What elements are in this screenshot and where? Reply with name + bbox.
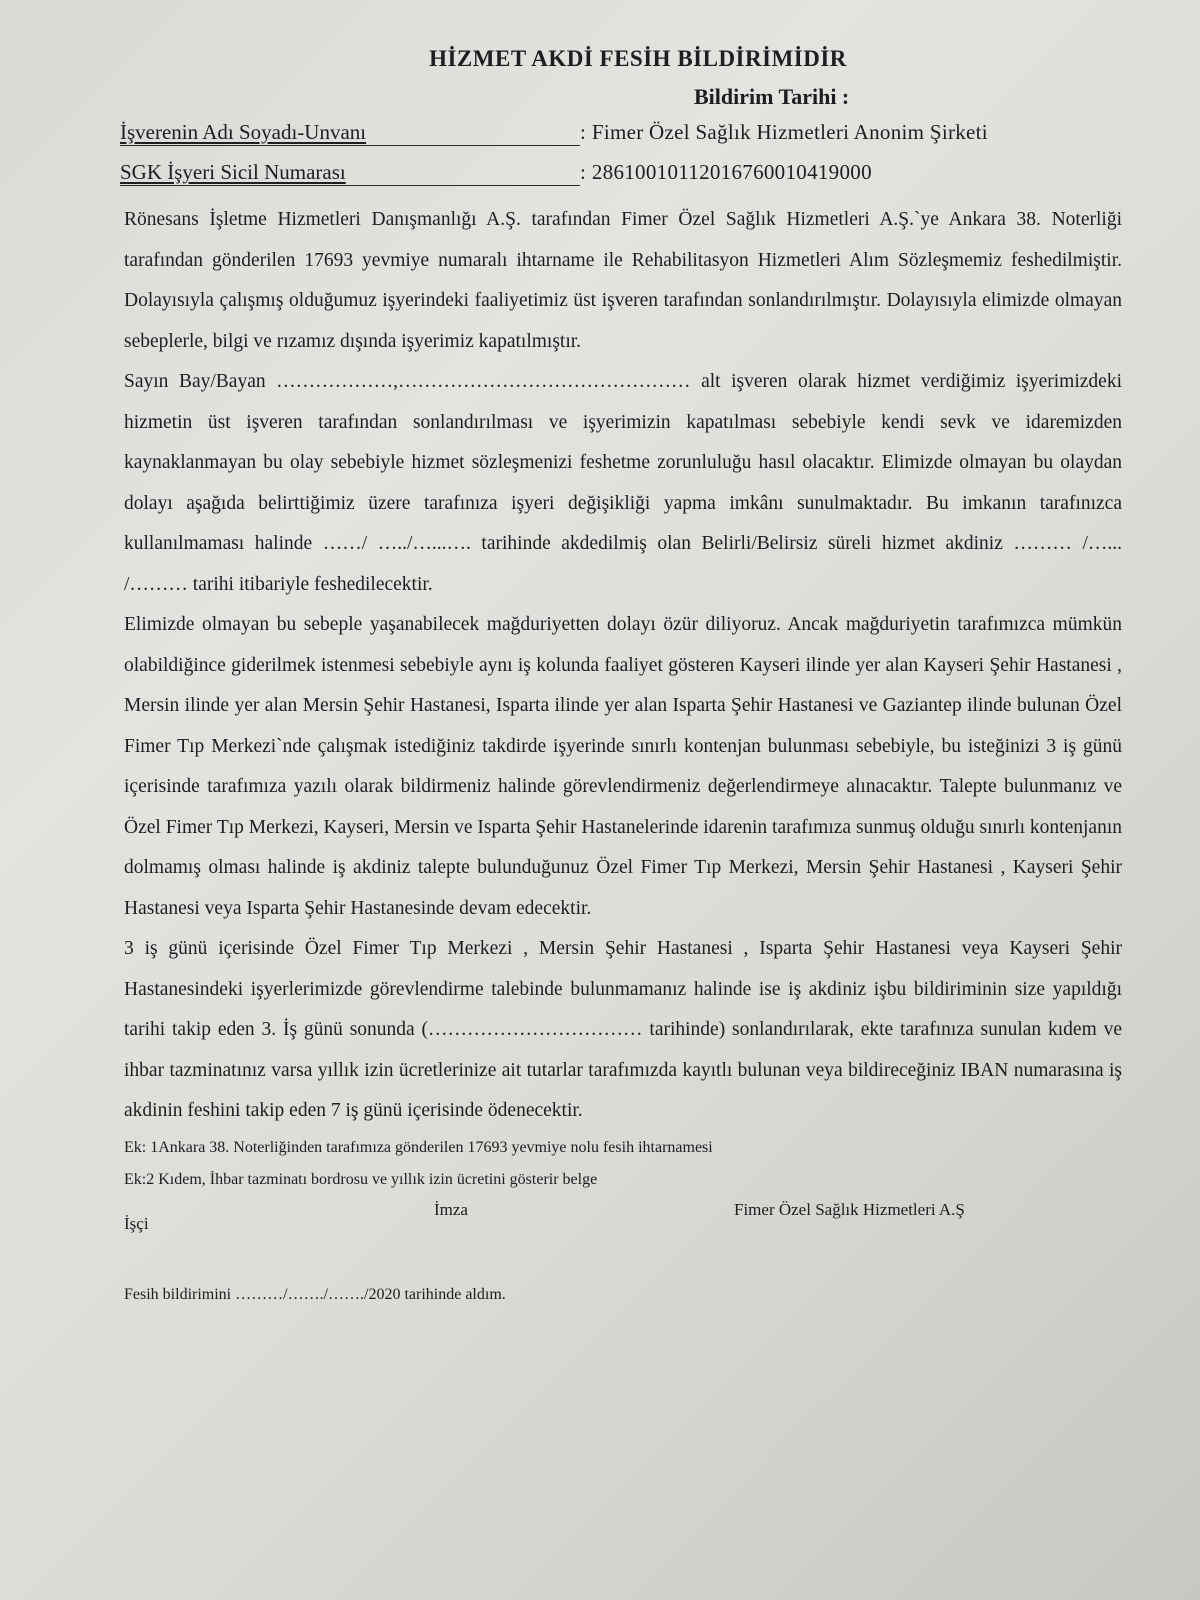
worker-signature-label: İşçi [124,1213,149,1233]
sgk-number-row [120,160,1122,186]
attachment-1: Ek: 1Ankara 38. Noterliğinden tarafımıza gönderilen 17693 yevmiye nolu fesih ihtarnamesi [124,1138,713,1156]
signature-row [124,1200,1122,1234]
employer-name-row [120,120,1122,146]
company-signature-label: Fimer Özel Sağlık Hizmetleri A.Ş [734,1199,965,1219]
receipt-line: Fesih bildirimini ………/……./……./2020 tarihinde aldım. [124,1285,506,1303]
paragraph-payment-terms: 3 iş günü içerisinde Özel Fimer Tıp Merkezi , Mersin Şehir Hastanesi , Isparta Şehir Hastanesi veya Kayseri Şehir Hastanesindeki işyerlerimizde görevlendirme talebinde bulunmamanız halinde ise iş akdiniz işbu bildiriminin size yapıldığı tarihi takip eden 3. İş günü sonunda (…………………………… tarihinde) sonlandırılarak, ekte tarafınıza sunulan kıdem ve ihbar tazminatınız varsa yıllık izin ücretlerinize ait tutarlar tarafımızda kayıtlı bulunan veya bildireceğiniz IBAN numarasına iş akdinin feshini takip eden 7 iş günü içerisinde ödenecektir. [124,938,1122,1121]
sgk-number-separator: : [580,160,586,184]
attachment-2: Ek:2 Kıdem, İhbar tazminatı bordrosu ve yıllık izin ücretini gösterir belge [124,1170,598,1188]
sgk-number-label: SGK İşyeri Sicil Numarası [120,160,580,186]
document-title: HİZMET AKDİ FESİH BİLDİRİMİDİR [429,46,847,71]
notice-date-label: Bildirim Tarihi : [694,84,850,109]
employer-name-value: Fimer Özel Sağlık Hizmetleri Anonim Şirketi [591,120,988,144]
paragraph-transfer-offer: Elimizde olmayan bu sebeple yaşanabilecek mağduriyetten dolayı özür diliyoruz. Ancak mağduriyetin tarafımızca mümkün olabildiğince giderilmek istenmesi sebebiyle aynı iş kolunda faaliyet gösteren Kayseri ilinde yer alan Kayseri Şehir Hastanesi , Mersin ilinde yer alan Mersin Şehir Hastanesi, Isparta ilinde yer alan Isparta Şehir Hastanesi ve Gaziantep ilinde bulunan Özel Fimer Tıp Merkezi`nde çalışmak istediğiniz takdirde işyerinde sınırlı kontenjan bulunması sebebiyle, bu isteğinizi 3 iş günü içerisinde tarafımıza yazılı olarak bildirmeniz halinde görevlendirmeniz değerlendirmeye alınacaktır. Talepte bulunmanız ve Özel Fimer Tıp Merkezi, Kayseri, Mersin ve Isparta Şehir Hastanelerinde idarenin tarafımıza sunmuş olduğu sınırlı kontenjanın dolmamış olması halinde iş akdiniz talepte bulunduğunuz Özel Fimer Tıp Merkezi, Mersin Şehir Hastanesi , Kayseri Şehir Hastanesi veya Isparta Şehir Hastanesinde devam edecektir. [124,614,1122,919]
employer-name-label: İşverenin Adı Soyadı-Unvanı [120,120,580,146]
signature-label: İmza [434,1199,468,1219]
paragraph-worker-notice: Sayın Bay/Bayan ………………,……………………………………… alt işveren olarak hizmet verdiğimiz işyerimizdeki hizmetin üst işveren tarafından sonlandırılması ve işyerimizin kapatılması sebebiyle kendi sevk ve idaremizden kaynaklanmayan bu olay sebebiyle hizmet sözleşmenizi feshetme zorunluluğu hasıl olacaktır. Elimizde olmayan bu olaydan dolayı aşağıda belirttiğimiz üzere tarafınıza işyeri değişikliği yapma imkânı sunulmaktadır. Bu imkanın tarafınızca kullanılmaması halinde ……/ …../…...…. tarihinde akdedilmiş olan Belirli/Belirsiz süreli hizmet akdiniz ……… /…... /……… tarihi itibariyle feshedilecektir. [124,371,1122,595]
employer-name-separator: : [580,120,586,144]
document-body [124,200,1122,1132]
sgk-number-value: 28610010112016760010419000 [591,160,872,184]
paragraph-contract-termination: Rönesans İşletme Hizmetleri Danışmanlığı A.Ş. tarafından Fimer Özel Sağlık Hizmetleri A.Ş.`ye Ankara 38. Noterliği tarafından gönderilen 17693 yevmiye numaralı ihtarname ile Rehabilitasyon Hizmetleri Alım Sözleşmemiz feshedilmiştir. Dolayısıyla çalışmış olduğumuz işyerindeki faaliyetimiz üst işveren tarafından sonlandırılmıştır. Dolayısıyla elimizde olmayan sebeplerle, bilgi ve rızamız dışında işyerimiz kapatılmıştır. [124,209,1122,352]
